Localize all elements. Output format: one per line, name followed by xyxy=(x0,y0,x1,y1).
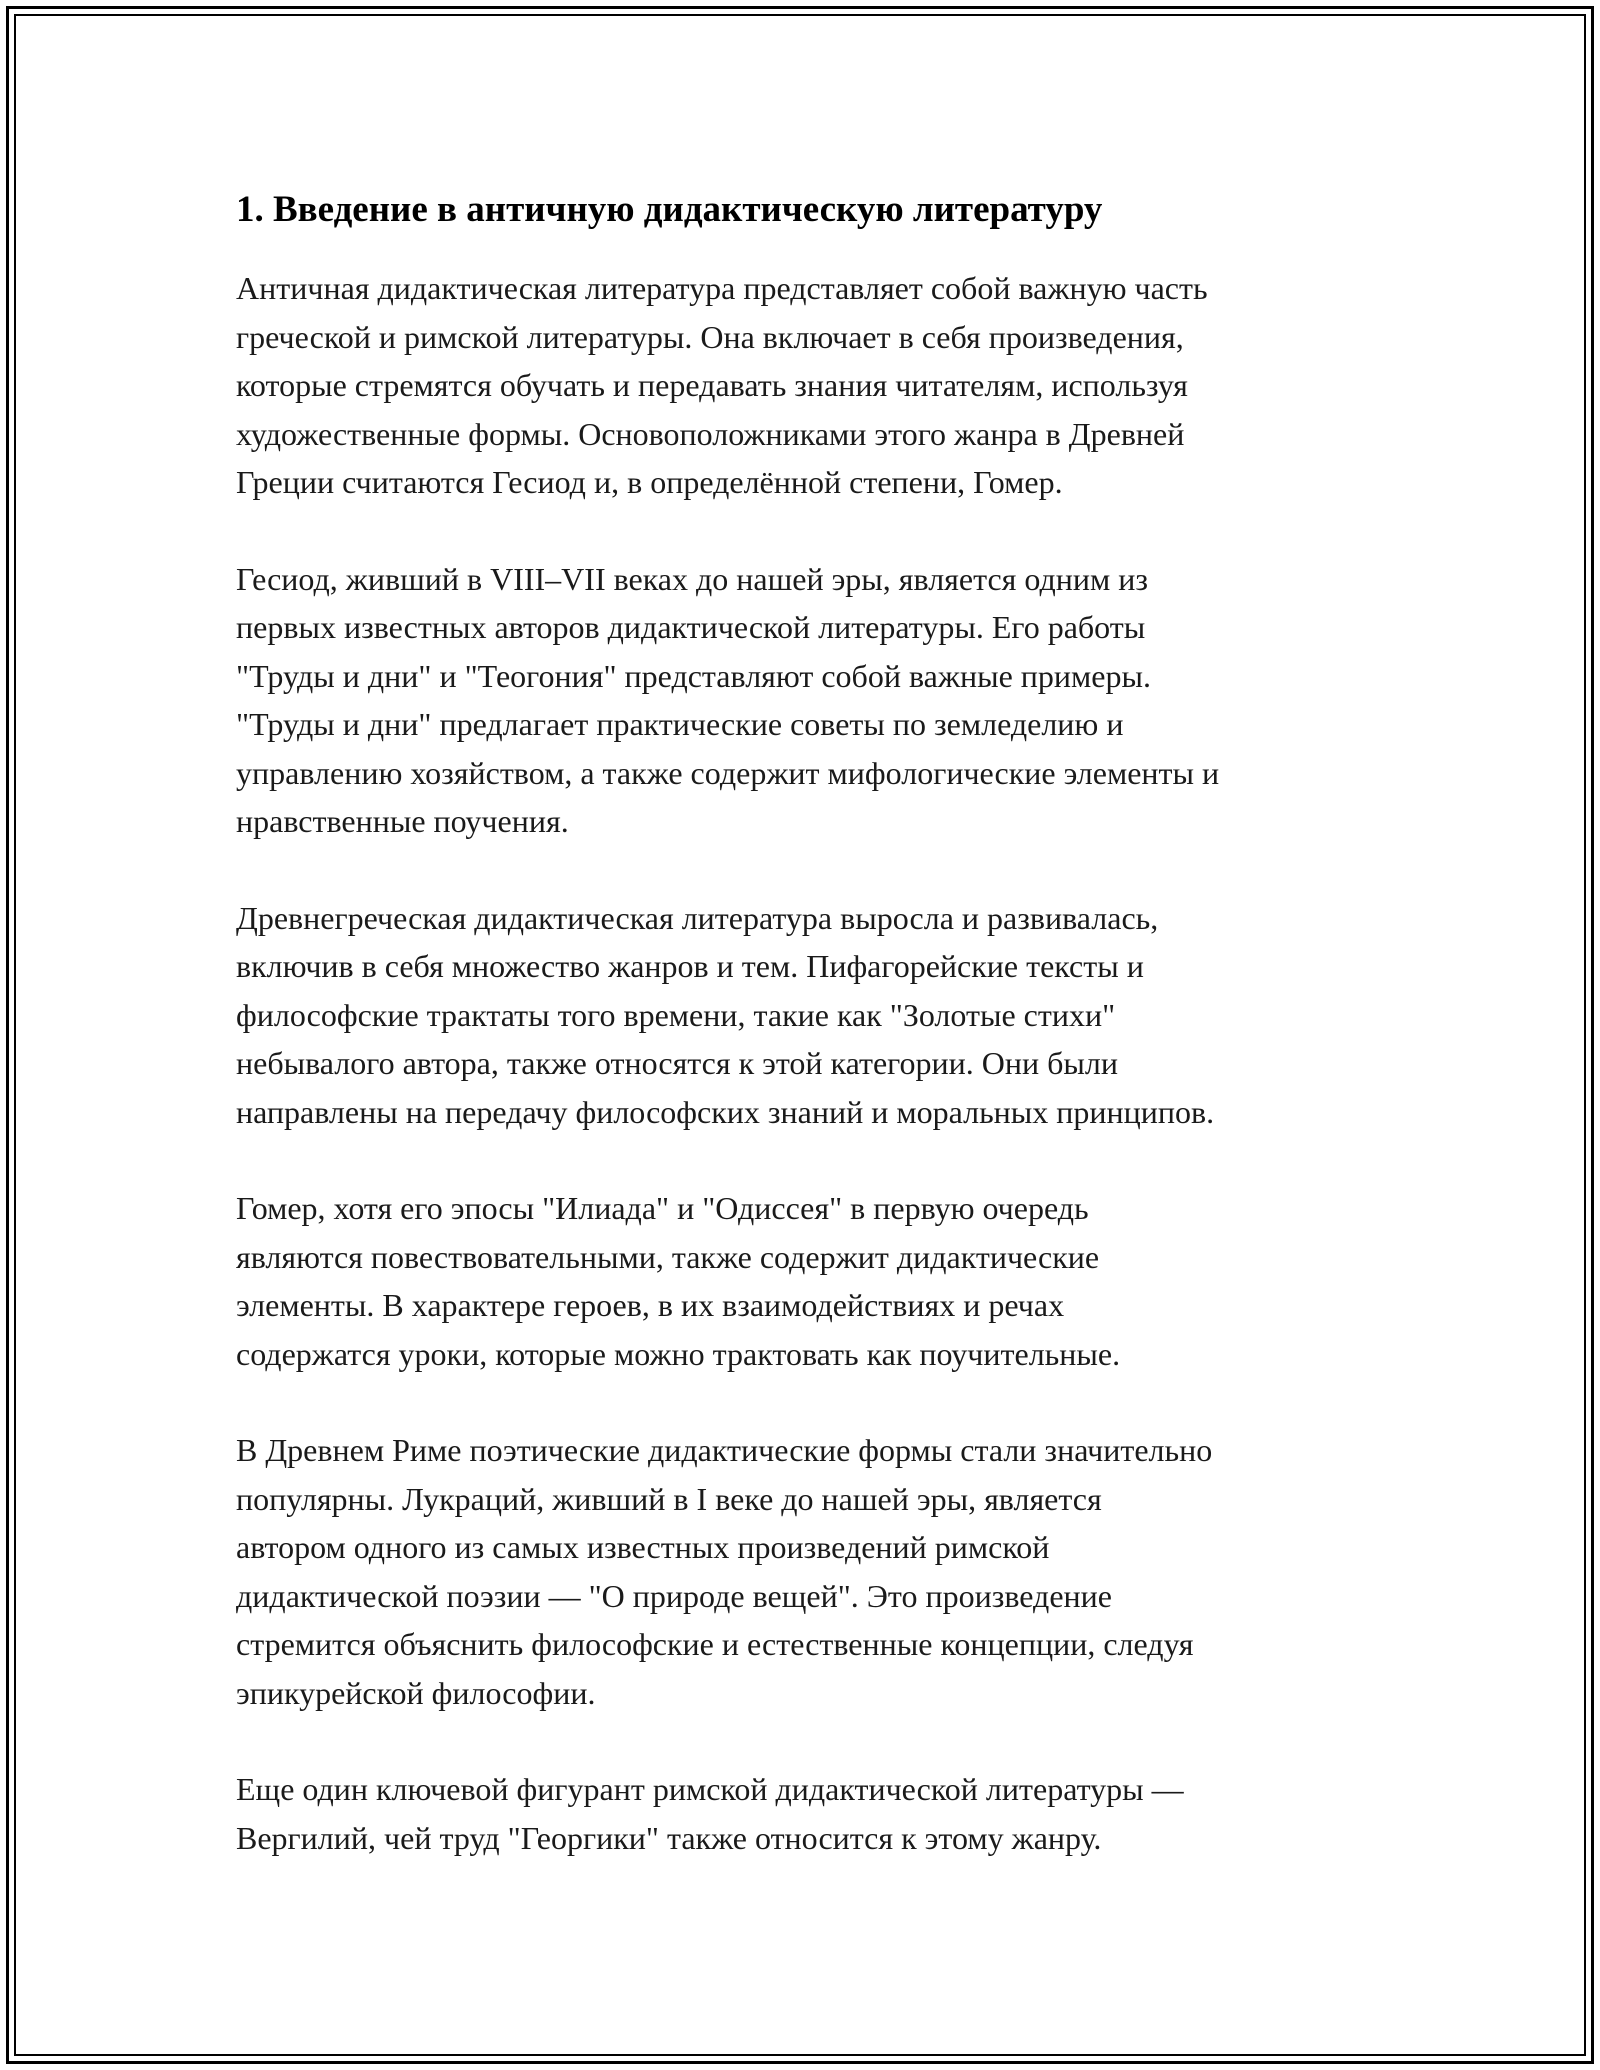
paragraph-virgil: Еще один ключевой фигурант римской дидактической литературы — Вергилий, чей труд "Георгики" также относится к этому жанру. xyxy=(236,1771,1184,1856)
paragraph-hesiod: Гесиод, живший в VIII–VII веках до нашей эры, является одним из первых известных авторов дидактической литературы. Его работы "Труды и дни" и "Теогония" представляют собой важные примеры. "Труды и дни" предлагает практические советы по земледелию и управлению хозяйством, а также содержит мифологические элементы и нравственные поучения. xyxy=(236,560,1220,839)
document-body xyxy=(236,186,1396,1910)
paragraph-homer: Гомер, хотя его эпосы "Илиада" и "Одиссея" в первую очередь являются повествовательными, также содержит дидактические элементы. В характере героев, в их взаимодействиях и речах содержатся уроки, которые можно трактовать как поучительные. xyxy=(236,1190,1121,1372)
section-heading: 1. Введение в античную дидактическую литературу xyxy=(236,189,1103,230)
paragraph-intro: Античная дидактическая литература представляет собой важную часть греческой и римской литературы. Она включает в себя произведения, которые стремятся обучать и передавать знания читателям, используя художественные формы. Основоположниками этого жанра в Древней Греции считаются Гесиод и, в определённой степени, Гомер. xyxy=(236,270,1208,500)
paragraph-greek-development: Древнегреческая дидактическая литература выросла и развивалась, включив в себя множество жанров и тем. Пифагорейские тексты и философские трактаты того времени, такие как "Золотые стихи" небывалого автора, также относятся к этой категории. Они были направлены на передачу философских знаний и моральных принципов. xyxy=(236,899,1215,1130)
paragraph-ancient-rome: В Древнем Риме поэтические дидактические формы стали значительно популярны. Лукраций, живший в I веке до нашей эры, является автором одного из самых известных произведений римской дидактической поэзии — "О природе вещей". Это произведение стремится объяснить философские и естественные концепции, следуя эпикурейской философии. xyxy=(236,1432,1213,1711)
